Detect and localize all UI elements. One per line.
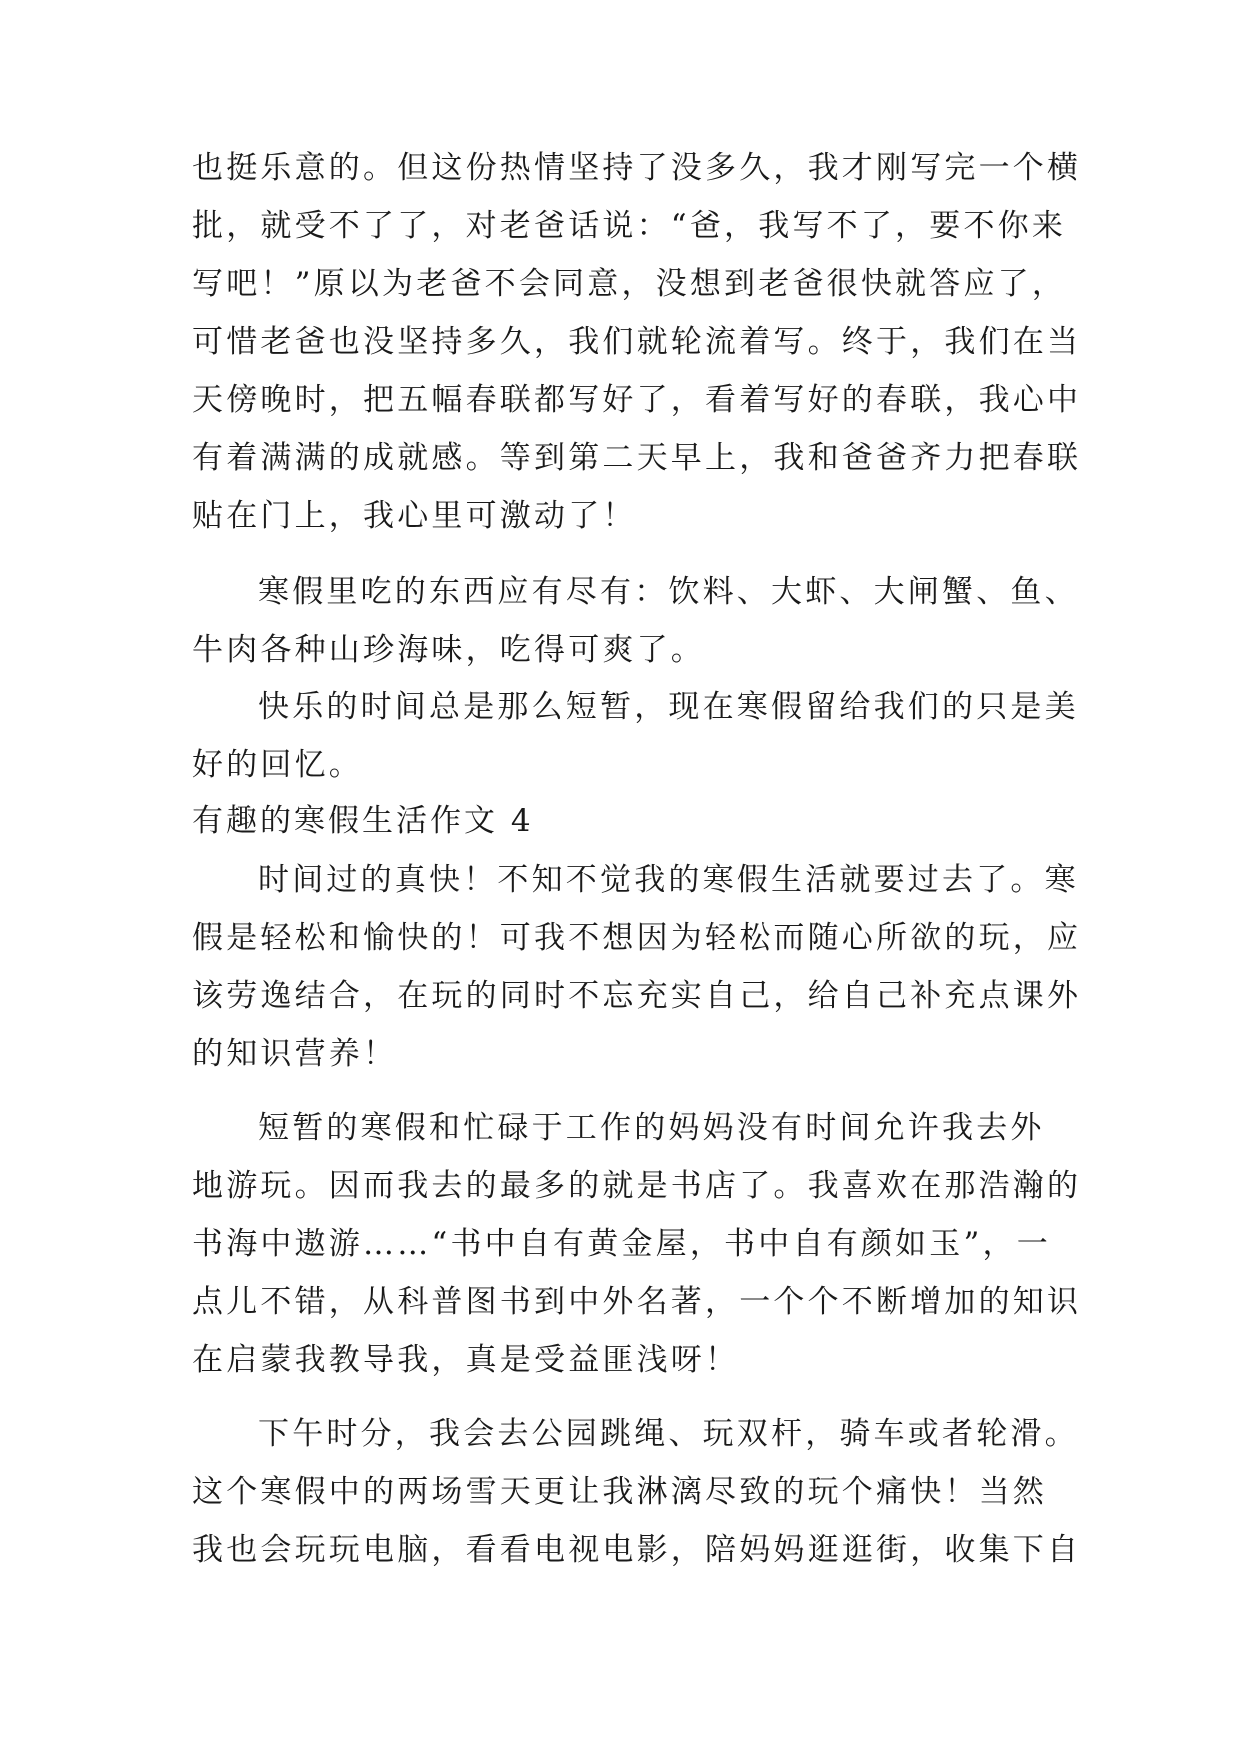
section-heading: 有趣的寒假生活作文 4 xyxy=(192,803,534,839)
text-line: 批，就受不了了，对老爸话说：“爸，我写不了，要不你来 xyxy=(192,208,1067,244)
text-line: 写吧！”原以为老爸不会同意，没想到老爸很快就答应了， xyxy=(192,266,1067,302)
text-line: 该劳逸结合，在玩的同时不忘充实自己，给自己补充点课外 xyxy=(192,978,1082,1014)
text-line: 好的回忆。 xyxy=(192,747,363,783)
text-line: 牛肉各种山珍海味，吃得可爽了。 xyxy=(192,632,705,668)
text-line: 点儿不错，从科普图书到中外名著，一个个不断增加的知识 xyxy=(192,1284,1082,1320)
paragraph-first-line: 快乐的时间总是那么短暂，现在寒假留给我们的只是美 xyxy=(258,689,1079,725)
text-line: 书海中遨游……“书中自有黄金屋，书中自有颜如玉”，一 xyxy=(192,1226,1051,1262)
text-line: 在启蒙我教导我，真是受益匪浅呀！ xyxy=(192,1342,740,1378)
text-line: 可惜老爸也没坚持多久，我们就轮流着写。终于，我们在当 xyxy=(192,324,1082,360)
text-line: 我也会玩玩电脑，看看电视电影，陪妈妈逛逛街，收集下自 xyxy=(192,1532,1082,1568)
paragraph-first-line: 时间过的真快！不知不觉我的寒假生活就要过去了。寒 xyxy=(258,862,1079,898)
text-line: 有着满满的成就感。等到第二天早上，我和爸爸齐力把春联 xyxy=(192,440,1082,476)
text-line: 也挺乐意的。但这份热情坚持了没多久，我才刚写完一个横 xyxy=(192,150,1082,186)
text-line: 地游玩。因而我去的最多的就是书店了。我喜欢在那浩瀚的 xyxy=(192,1168,1082,1204)
paragraph-first-line: 寒假里吃的东西应有尽有：饮料、大虾、大闸蟹、鱼、 xyxy=(258,574,1079,610)
text-line: 这个寒假中的两场雪天更让我淋漓尽致的玩个痛快！当然 xyxy=(192,1474,1047,1510)
paragraph-first-line: 短暂的寒假和忙碌于工作的妈妈没有时间允许我去外 xyxy=(258,1110,1045,1146)
text-line: 假是轻松和愉快的！可我不想因为轻松而随心所欲的玩，应 xyxy=(192,920,1082,956)
text-line: 天傍晚时，把五幅春联都写好了，看着写好的春联，我心中 xyxy=(192,382,1082,418)
text-line: 的知识营养！ xyxy=(192,1036,398,1072)
text-line: 贴在门上，我心里可激动了！ xyxy=(192,498,637,534)
paragraph-first-line: 下午时分，我会去公园跳绳、玩双杆，骑车或者轮滑。 xyxy=(258,1416,1079,1452)
